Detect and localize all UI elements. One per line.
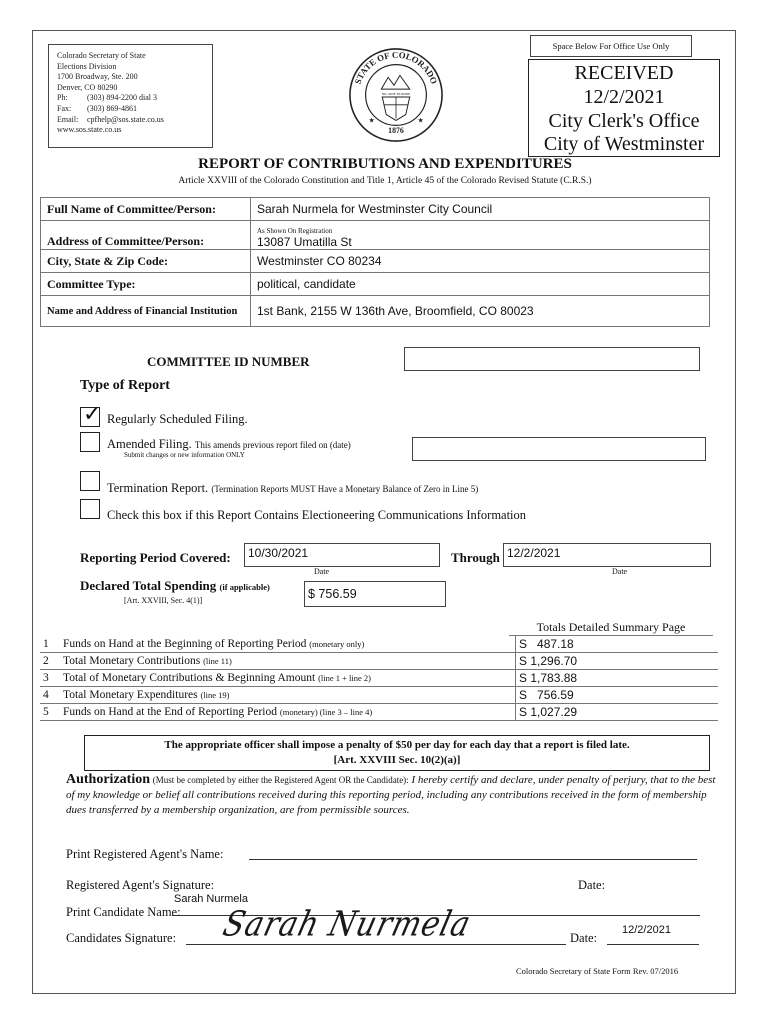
colorado-seal-icon <box>347 46 445 144</box>
summary-row-number: 4 <box>40 687 60 704</box>
sos-line: 1700 Broadway, Ste. 200 <box>57 72 138 82</box>
amended-filing-checkbox[interactable] <box>80 432 100 452</box>
summary-row-number: 5 <box>40 704 60 721</box>
summary-row <box>40 704 718 721</box>
financial-institution-field[interactable]: 1st Bank, 2155 W 136th Ave, Broomfield, CO 80023 <box>251 296 710 327</box>
amended-filing-label: Amended Filing. This amends previous report filed on (date) <box>107 437 351 451</box>
type-of-report-heading: Type of Report <box>80 378 170 393</box>
summary-row <box>40 636 718 653</box>
candidate-date-line <box>607 944 699 945</box>
committee-address-label: Address of Committee/Person: <box>41 221 251 250</box>
regular-filing-label: Regularly Scheduled Filing. <box>107 412 248 426</box>
candidate-name-label: Print Candidate Name: <box>66 905 181 919</box>
committee-type-field[interactable]: political, candidate <box>251 273 710 296</box>
report-title: REPORT OF CONTRIBUTIONS AND EXPENDITURES <box>198 156 572 172</box>
city-state-zip-field[interactable]: Westminster CO 80234 <box>251 250 710 273</box>
stamp-line: City Clerk's Office <box>548 110 700 132</box>
summary-row-number: 1 <box>40 636 60 653</box>
office-use-label: Space Below For Office Use Only <box>530 35 692 57</box>
svg-text:STATE OF COLORADO: STATE OF COLORADO <box>352 49 440 86</box>
committee-type-label: Committee Type: <box>41 273 251 296</box>
form-footer: Colorado Secretary of State Form Rev. 07/2016 <box>516 966 679 976</box>
stamp-line: City of Westminster <box>543 133 705 155</box>
authorization-text: I hereby certify and declare, under penalty of perjury, that to the best of my knowledge or belief all contributions received during this reporting period, including any contributions received in the form of membership dues transferred by a membership organization, are from permissible sources. <box>66 774 716 816</box>
committee-address-value: 13087 Umatilla St <box>257 235 352 249</box>
authorization-heading: Authorization <box>66 772 150 787</box>
summary-table <box>40 636 718 721</box>
period-from-field[interactable]: 10/30/2021 <box>244 543 440 567</box>
summary-row-label: Total Monetary Contributions (line 11) <box>60 653 516 670</box>
summary-row-number: 3 <box>40 670 60 687</box>
summary-header: Totals Detailed Summary Page <box>509 620 713 636</box>
regular-filing-checkbox[interactable] <box>80 402 102 427</box>
agent-date-label: Date: <box>578 878 606 892</box>
registration-note: As Shown On Registration <box>257 227 333 235</box>
sos-phone: Ph: (303) 894-2200 dial 3 <box>57 93 157 103</box>
termination-label: Termination Report. (Termination Reports MUST Have a Monetary Balance of Zero in Line 5) <box>107 481 479 495</box>
svg-text:★: ★ <box>417 117 424 125</box>
reporting-period-label: Reporting Period Covered: <box>80 550 231 565</box>
financial-institution-label: Name and Address of Financial Institution <box>41 296 251 327</box>
committee-id-label: COMMITTEE ID NUMBER <box>147 354 310 369</box>
sos-website: www.sos.state.co.us <box>57 125 122 135</box>
termination-checkbox[interactable] <box>80 471 100 491</box>
stamp-line: RECEIVED <box>574 62 674 84</box>
agent-name-label: Print Registered Agent's Name: <box>66 847 224 861</box>
candidate-signature-label: Candidates Signature: <box>66 931 177 945</box>
summary-row-label: Total Monetary Expenditures (line 19) <box>60 687 516 704</box>
received-stamp <box>528 59 720 157</box>
committee-id-field[interactable] <box>404 347 700 371</box>
summary-row-amount[interactable]: S 1,783.88 <box>516 670 719 687</box>
through-date-caption: Date <box>612 567 628 576</box>
svg-text:NIL SINE NUMINE: NIL SINE NUMINE <box>381 92 411 96</box>
sos-line: Elections Division <box>57 61 117 71</box>
committee-address-field[interactable] <box>251 221 710 250</box>
summary-row-label: Funds on Hand at the Beginning of Reporting Period (monetary only) <box>60 636 516 653</box>
committee-info-table <box>40 197 710 327</box>
late-penalty-notice: The appropriate officer shall impose a penalty of $50 per day for each day that a report is filed late. [Art. XXVIII Sec. 10(2)(a)] <box>84 735 710 771</box>
agent-signature-label: Registered Agent's Signature: <box>66 878 215 892</box>
declared-spending-citation: [Art. XXVIII, Sec. 4(1)] <box>124 596 203 605</box>
summary-row <box>40 653 718 670</box>
summary-row <box>40 670 718 687</box>
summary-row-amount[interactable]: S 487.18 <box>516 636 719 653</box>
authorization-note: (Must be completed by either the Registered Agent OR the Candidate): <box>152 775 409 785</box>
summary-row-label: Total of Monetary Contributions & Beginning Amount (line 1 + line 2) <box>60 670 516 687</box>
sos-email: Email: cpfhelp@sos.state.co.us <box>57 114 164 124</box>
authorization-section <box>66 772 716 818</box>
candidate-date-label: Date: <box>570 931 598 945</box>
stamp-line: 12/2/2021 <box>583 86 665 108</box>
sos-address-box <box>48 44 213 148</box>
electioneering-checkbox[interactable] <box>80 499 100 519</box>
amended-date-field[interactable] <box>412 437 706 461</box>
summary-row-amount[interactable]: S 1,296.70 <box>516 653 719 670</box>
svg-text:★: ★ <box>368 117 375 125</box>
agent-name-line[interactable] <box>249 859 697 860</box>
checkmark-icon: ✓ <box>83 402 102 427</box>
summary-row-label: Funds on Hand at the End of Reporting Period (monetary) (line 3 – line 4) <box>60 704 516 721</box>
candidate-signature[interactable]: Sarah Nurmela <box>218 904 476 945</box>
candidate-name-value[interactable]: Sarah Nurmela <box>174 893 248 905</box>
period-to-field[interactable]: 12/2/2021 <box>503 543 711 567</box>
candidate-date-value[interactable]: 12/2/2021 <box>622 924 671 936</box>
summary-row-number: 2 <box>40 653 60 670</box>
amended-filing-subnote: Submit changes or new information ONLY <box>124 451 245 459</box>
committee-name-label: Full Name of Committee/Person: <box>41 198 251 221</box>
from-date-caption: Date <box>314 567 330 576</box>
svg-text:1876: 1876 <box>388 126 404 136</box>
summary-row-amount[interactable]: S 1,027.29 <box>516 704 719 721</box>
sos-line: Colorado Secretary of State <box>57 51 146 60</box>
report-subtitle: Article XXVIII of the Colorado Constitution and Title 1, Article 45 of the Colorado Revised Statute (C.R.S.) <box>178 176 592 186</box>
summary-row <box>40 687 718 704</box>
committee-name-field[interactable]: Sarah Nurmela for Westminster City Council <box>251 198 710 221</box>
sos-line: Denver, CO 80290 <box>57 82 118 92</box>
declared-spending-label: Declared Total Spending (if applicable) <box>80 578 270 593</box>
through-label: Through <box>451 550 500 565</box>
declared-spending-field[interactable]: $ 756.59 <box>304 581 446 607</box>
summary-row-amount[interactable]: S 756.59 <box>516 687 719 704</box>
city-state-zip-label: City, State & Zip Code: <box>41 250 251 273</box>
electioneering-label: Check this box if this Report Contains Electioneering Communications Information <box>107 508 527 522</box>
sos-fax: Fax: (303) 869-4861 <box>57 103 137 113</box>
